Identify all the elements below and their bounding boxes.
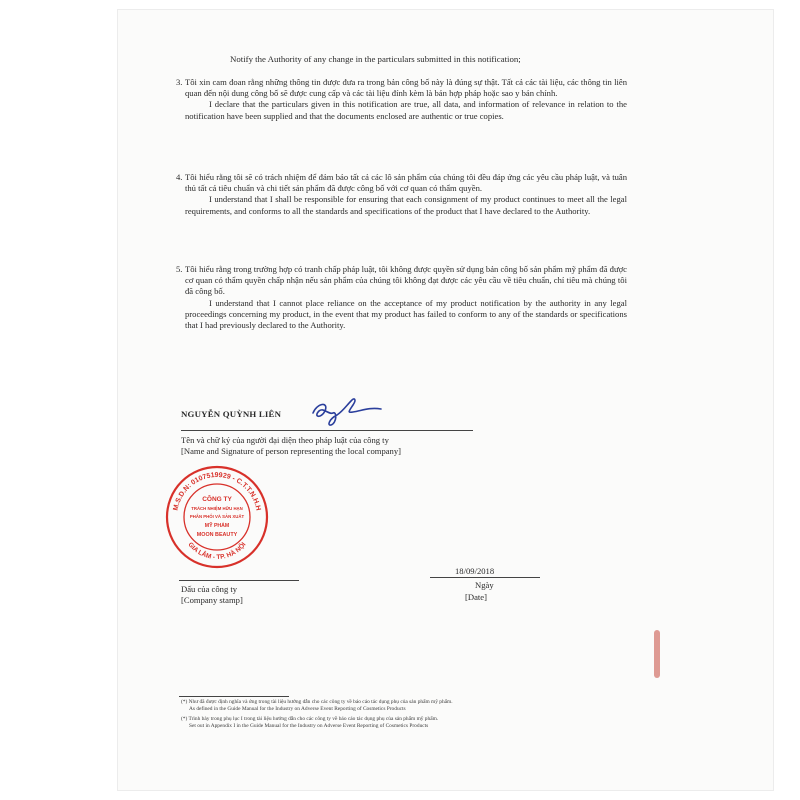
date-line: [430, 577, 540, 578]
header-line: Notify the Authority of any change in the particulars submitted in this notification;: [230, 54, 521, 64]
declaration-item-4: [176, 172, 627, 217]
page-edge-mark: [654, 630, 660, 678]
footnote-rule: [179, 696, 289, 697]
stamp-line: PHÂN PHỐI VÀ SẢN XUẤT: [189, 514, 245, 519]
stamp-line: CÔNG TY: [202, 496, 232, 503]
stamp-line: MỸ PHẨM: [204, 523, 230, 529]
item-text-vi: Tôi hiểu rằng tôi sẽ có trách nhiệm để đảm bảo tất cả các lô sản phẩm của chúng tôi đều đáp ứng các yêu cầu pháp luật, và tuân thủ tất cả tiêu chuẩn và chi tiết sản phẩm đã được công bố với cơ quan có thẩm quyền.: [185, 172, 627, 194]
stamp-label-vi: Dấu của công ty: [181, 584, 238, 594]
footnote-2: [181, 716, 438, 729]
footnote-text-en: Set out in Appendix I in the Guide Manual for the Industry on Adverse Event Reporting of Cosmetics Products: [189, 722, 429, 729]
handwritten-signature: [307, 393, 387, 427]
item-text-en: I understand that I cannot place reliance on the acceptance of my product notification by the authority in any legal proceedings concerning my product, in the event that my product has failed to conform to any of the standards or specifications that I had previously declared to the Authority.: [185, 297, 627, 331]
stamp-label-en: [Company stamp]: [181, 595, 243, 605]
item-text-vi: Tôi xin cam đoan rằng những thông tin được đưa ra trong bản công bố này là đúng sự thật. Tất cả các tài liệu, các thông tin liên quan đến nội dung công bố sẽ được cung cấp và các tài liệu đính kèm là bản hợp pháp hoặc sao y bản chính.: [185, 77, 627, 99]
item-text-vi: Tôi hiểu rằng trong trường hợp có tranh chấp pháp luật, tôi không được quyền sử dụng bản công bố sản phẩm mỹ phẩm đã được cơ quan có thẩm quyền chấp nhận nếu sản phẩm của chúng tôi không đạt được các yêu cầu về tiêu chuẩn, chỉ tiêu mà chúng tôi đã công bố.: [185, 264, 627, 297]
item-number: 5.: [176, 264, 183, 274]
stamp-line: MOON BEAUTY: [196, 532, 238, 538]
footnote-text-vi: (*) Như đã được định nghĩa và ứng trong tài liệu hướng dẫn cho các công ty về báo cáo tác dụng phụ của sản phẩm mỹ phẩm.: [181, 699, 453, 705]
signature-line: [181, 430, 473, 431]
stamp-line: TRÁCH NHIỆM HỮU HẠN: [191, 506, 243, 511]
item-number: 4.: [176, 172, 183, 182]
footnote-text-en: As defined in the Guide Manual for the Industry on Adverse Event Reporting of Cosmetics Products: [189, 705, 406, 712]
item-text-en: I declare that the particulars given in this notification are true, all data, and information of relevance in relation to the notification have been supplied and that the documents enclosed are authentic or true copies.: [185, 99, 627, 121]
date-label-vi: Ngày: [475, 580, 494, 590]
declaration-item-3: [176, 77, 627, 122]
footnote-1: [181, 699, 453, 712]
scan-noise: [125, 14, 295, 24]
declaration-item-5: [176, 264, 627, 331]
item-text-en: I understand that I shall be responsible for ensuring that each consignment of my product continues to meet all the legal requirements, and conforms to all the standards and specifications of the product that I have declared to the Authority.: [185, 194, 627, 216]
footnote-text-vi: (*) Trình bày trong phụ lục I trong tài liệu hướng dẫn cho các công ty về báo cáo tác dụng phụ của sản phẩm mỹ phẩm.: [181, 716, 439, 722]
signature-label-vi: Tên và chữ ký của người đại diện theo pháp luật của công ty: [181, 435, 389, 445]
signature-label-en: [Name and Signature of person representing the local company]: [181, 446, 402, 456]
document-page: [118, 10, 773, 790]
stamp-line-rule: [179, 580, 299, 581]
company-stamp: [163, 463, 271, 571]
stamp-bottom-text: GIA LÂM - TP. HÀ NỘI: [186, 541, 248, 562]
item-number: 3.: [176, 77, 183, 87]
date-value: 18/09/2018: [455, 566, 495, 576]
date-label-en: [Date]: [465, 592, 487, 602]
signer-name: NGUYỄN QUỲNH LIÊN: [181, 409, 282, 419]
svg-text:GIA LÂM - TP. HÀ NỘI: [187, 541, 248, 561]
stamp-ring-text: M.S.D.N: 0107519929 - C.T.T.N.H.H: [172, 471, 262, 512]
